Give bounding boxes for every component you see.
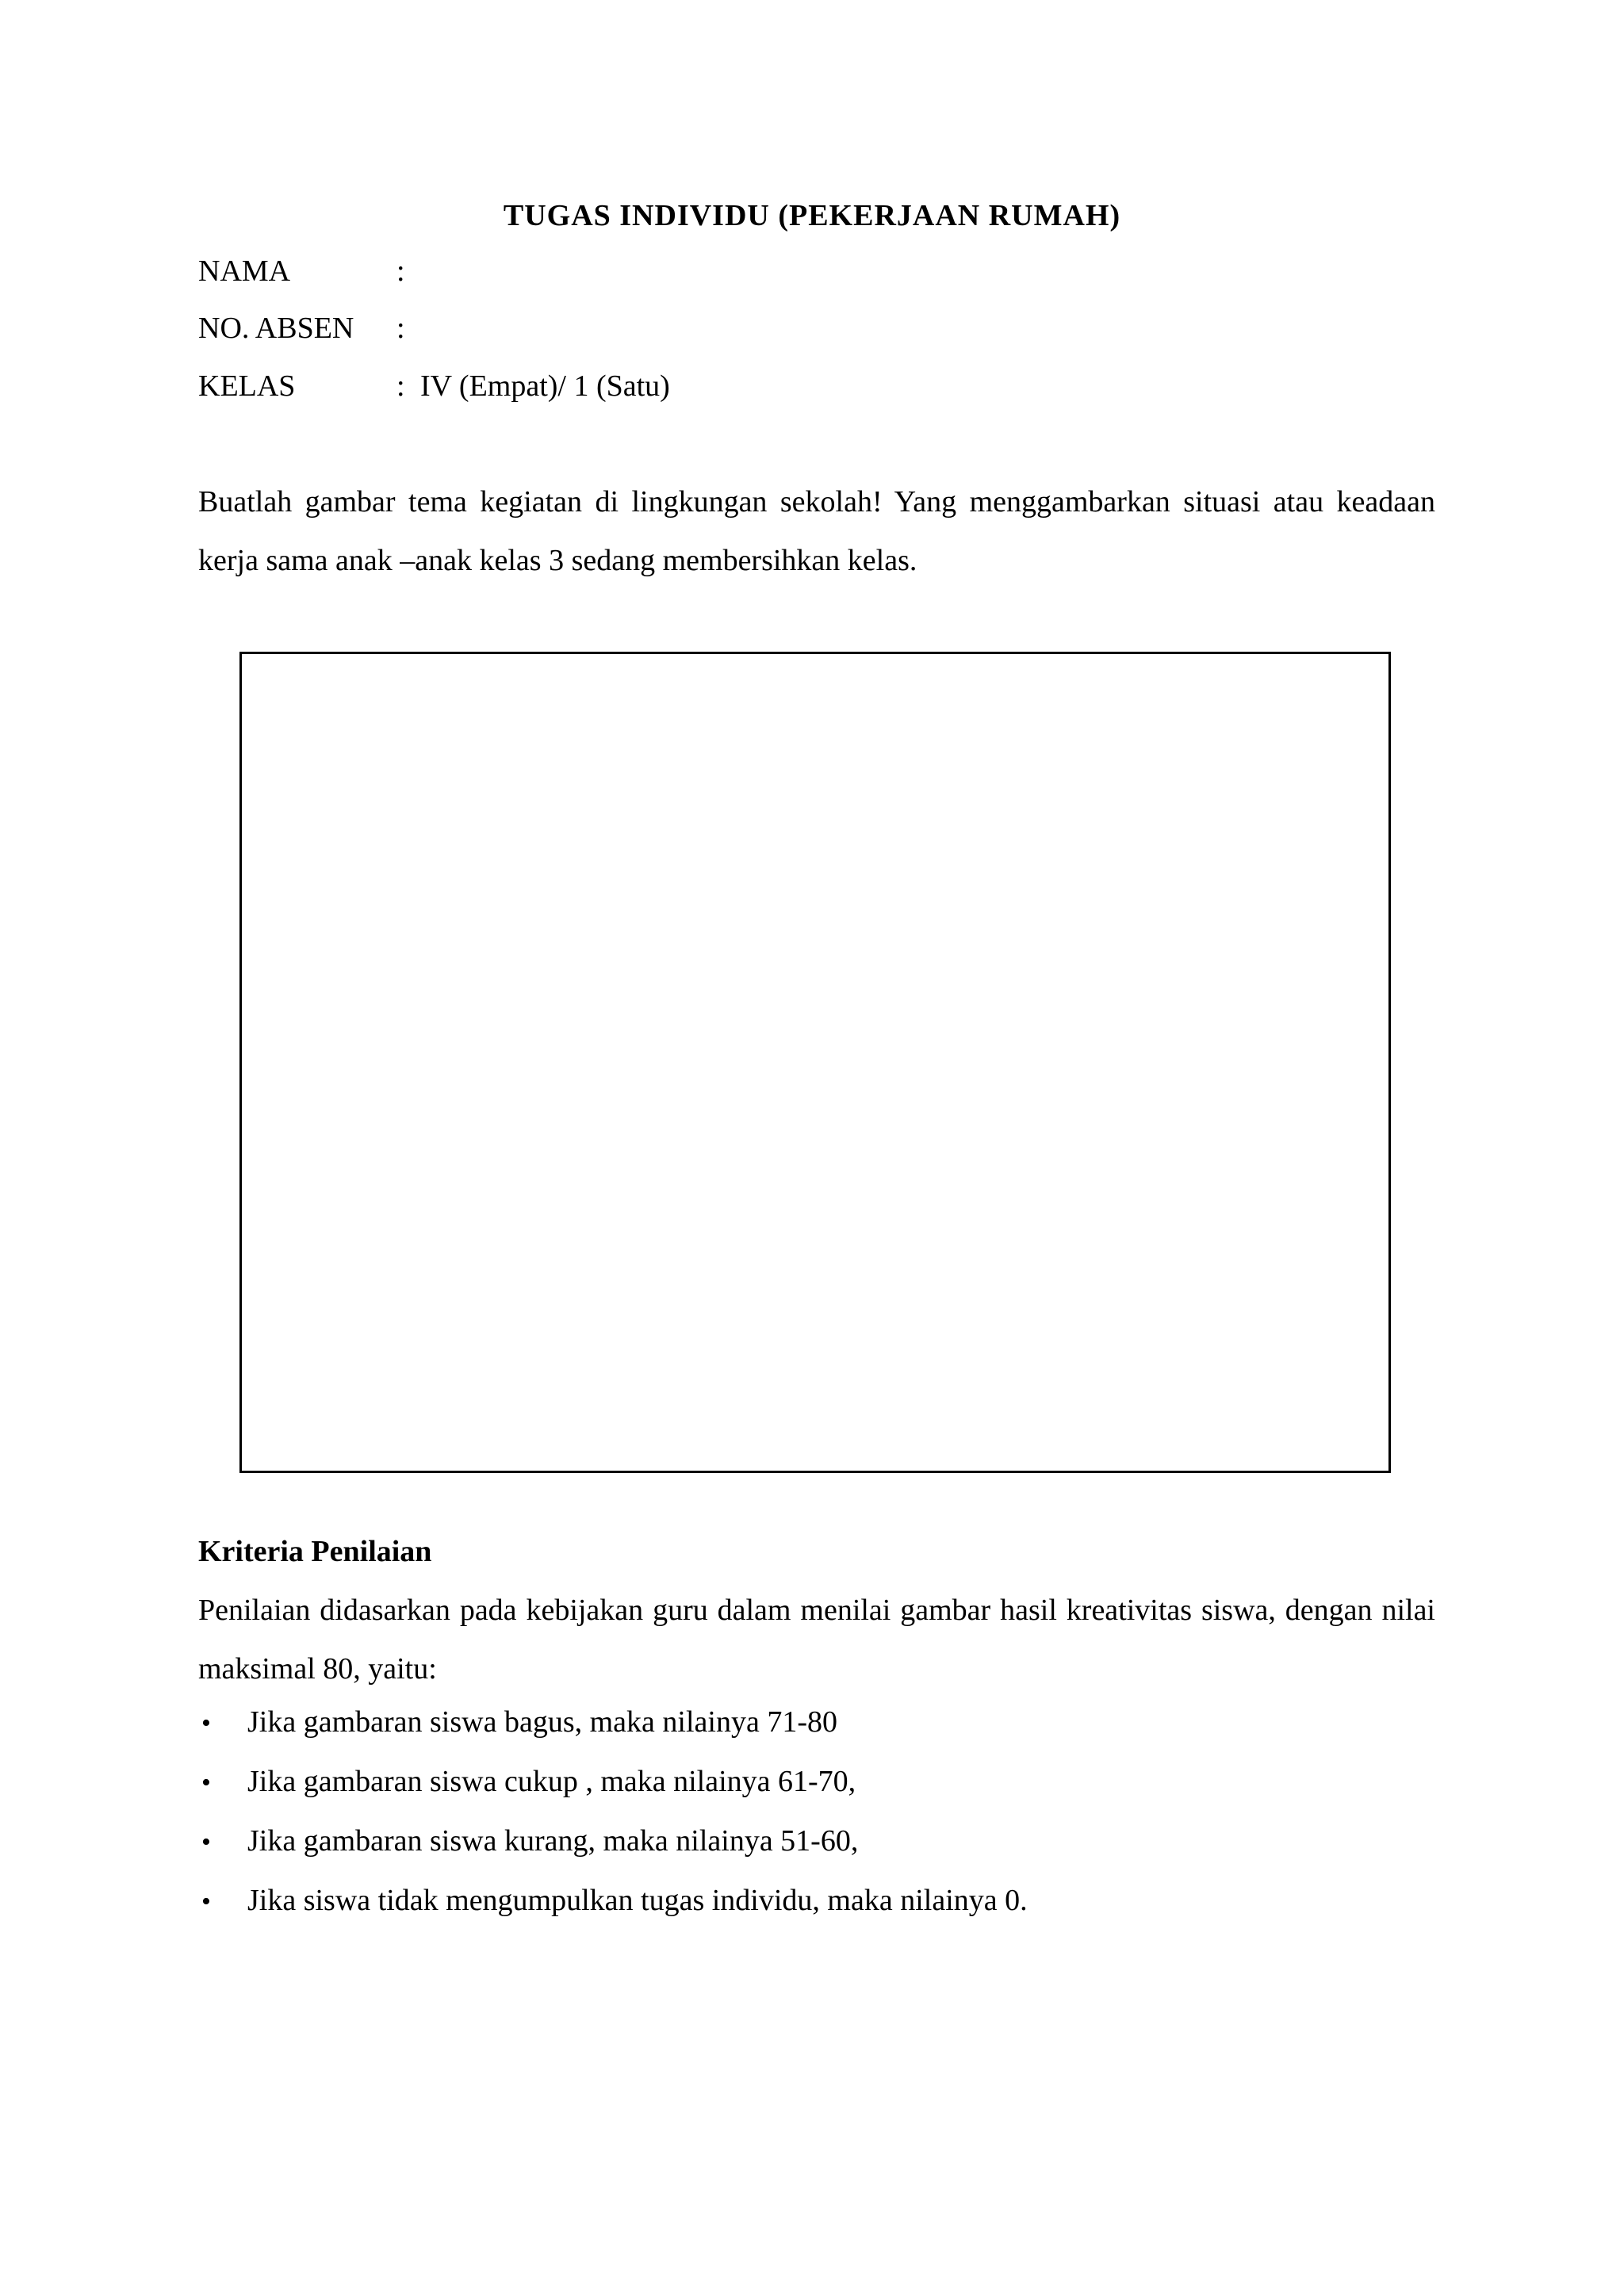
bullet-icon: • bbox=[201, 1887, 211, 1916]
field-no-absen-colon: : bbox=[396, 312, 405, 345]
list-item-text: Jika gambaran siswa kurang, maka nilainya 51-60, bbox=[247, 1824, 859, 1858]
field-nama bbox=[198, 254, 420, 289]
list-item bbox=[198, 1758, 1028, 1817]
bullet-icon: • bbox=[201, 1827, 211, 1857]
list-item-text: Jika gambaran siswa cukup , maka nilainya 61-70, bbox=[247, 1765, 856, 1798]
field-nama-colon: : bbox=[396, 254, 405, 288]
criteria-heading: Kriteria Penilaian bbox=[198, 1535, 432, 1568]
field-kelas-colon: : bbox=[396, 369, 405, 403]
drawing-area-box bbox=[239, 652, 1391, 1473]
list-item bbox=[198, 1698, 1028, 1758]
list-item bbox=[198, 1817, 1028, 1877]
bullet-icon: • bbox=[201, 1709, 211, 1738]
field-no-absen bbox=[198, 311, 420, 346]
field-kelas-value: IV (Empat)/ 1 (Satu) bbox=[420, 369, 670, 403]
list-item bbox=[198, 1877, 1028, 1936]
criteria-intro: Penilaian didasarkan pada kebijakan guru dalam menilai gambar hasil kreativitas siswa, dengan nilai maksimal 80, yaitu: bbox=[198, 1594, 1435, 1686]
criteria-list bbox=[198, 1698, 1028, 1936]
list-item-text: Jika gambaran siswa bagus, maka nilainya 71-80 bbox=[247, 1705, 837, 1739]
bullet-icon: • bbox=[201, 1768, 211, 1797]
field-nama-label: NAMA bbox=[198, 254, 291, 288]
page-title: TUGAS INDIVIDU (PEKERJAAN RUMAH) bbox=[503, 199, 1121, 232]
field-kelas-label: KELAS bbox=[198, 369, 296, 403]
list-item-text: Jika siswa tidak mengumpulkan tugas individu, maka nilainya 0. bbox=[247, 1884, 1028, 1917]
instruction-paragraph: Buatlah gambar tema kegiatan di lingkungan sekolah! Yang menggambarkan situasi atau keadaan kerja sama anak –anak kelas 3 sedang membersihkan kelas. bbox=[198, 485, 1435, 577]
field-kelas bbox=[198, 369, 670, 404]
field-no-absen-label: NO. ABSEN bbox=[198, 312, 354, 345]
